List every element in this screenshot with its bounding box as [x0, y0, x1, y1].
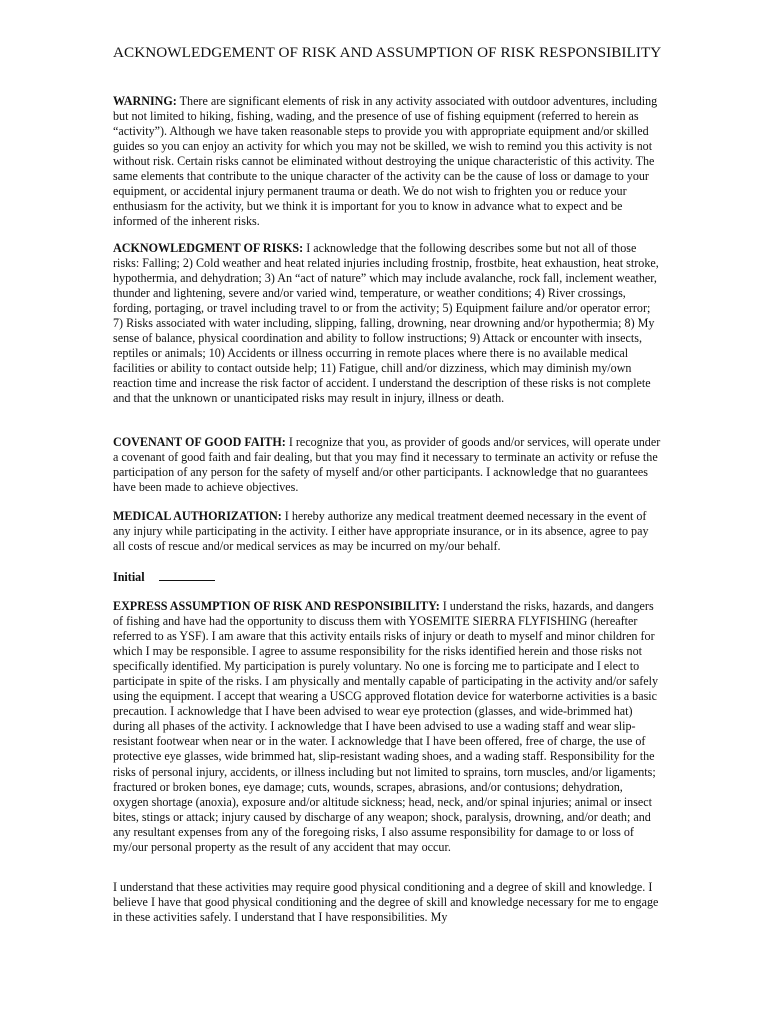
conditioning-section [113, 880, 661, 925]
initial-label: Initial [113, 570, 145, 584]
warning-section [113, 94, 661, 229]
acknowledgment-section [113, 241, 661, 407]
covenant-text: I recognize that you, as provider of goods and/or services, will operate under a covenant of good faith and fair dealing, but that you may find it necessary to terminate an activity or refuse the participation of any person for the safety of myself and/or other participants. I acknowledge that no guarantees have been made to achieve objectives. [113, 435, 661, 495]
acknowledgment-text: I acknowledge that the following describes some but not all of those risks: Falling; 2) Cold weather and heat related injuries including frostnip, frostbite, heat exhaustion, heat stroke, hypothermia, and dehydration; 3) An “act of nature” which may include avalanche, rock fall, inclement weather, thunder and lightening, severe and/or varied wind, temperature, or weather conditions; 4) River crossings, fording, portaging, or travel including travel to or from the activity; 5) Equipment failure and/or operator error; 7) Risks associated with water including, slipping, falling, drowning, near drowning and/or hypothermia; 8) My sense of balance, physical coordination and ability to follow instructions; 9) Attack or encounter with insects, reptiles or animals; 10) Accidents or illness occurring in remote places where there is no available medical facilities or ability to contact outside help; 11) Fatigue, chill and/or dizziness, which may diminish my/own reaction time and increase the risk factor of accident. I understand the description of these risks is not complete and that the unknown or unanticipated risks may result in injury, illness or death. [113, 241, 659, 406]
covenant-heading: COVENANT OF GOOD FAITH: [113, 435, 286, 449]
warning-text: There are significant elements of risk in any activity associated with outdoor adventures, including but not limited to hiking, fishing, wading, and the presence of use of fishing equipment (referred to herein as “activity”). Although we have taken reasonable steps to provide you with appropriate equipment and/or skilled guides so you can enjoy an activity for which you may not be skilled, we wish to remind you this activity is not without risk. Certain risks cannot be eliminated without destroying the unique characteristic of this activity. The same elements that contribute to the unique character of the activity can be the cause of loss or damage to your equipment, or accidental injury permanent trauma or death. We do not wish to frighten you or reduce your enthusiasm for the activity, but we think it is important for you to know in advance what to expect and be informed of the inherent risks. [113, 94, 658, 229]
acknowledgment-heading: ACKNOWLEDGMENT OF RISKS: [113, 241, 304, 255]
conditioning-text: I understand that these activities may require good physical conditioning and a degree of skill and knowledge. I believe I have that good physical conditioning and the degree of skill and knowledge necessary for me to engage in these activities safely. I understand that I have responsibilities. My [113, 880, 659, 925]
express-assumption-text: I understand the risks, hazards, and dangers of fishing and have had the opportunity to discuss them with YOSEMITE SIERRA FLYFISHING (hereafter referred to as YSF). I am aware that this activity entails risks of injury or death to myself and minor children for which I may be responsible. I agree to assume responsibility for the risks identified herein and those risks not specifically identified. My participation is purely voluntary. No one is forcing me to participate and I elect to participate in spite of the risks. I am physically and mentally capable of participating in the activity and/or safely using the equipment. I accept that wearing a USCG approved flotation device for waterborne activities is a basic precaution. I acknowledge that I have been advised to wear eye protection (glasses, and wide-brimmed hat) during all phases of the activity. I acknowledge that I have been advised to use a wading staff and wear slip-resistant footwear when near or in the water. I acknowledge that I have been offered, free of charge, the use of protective eye glasses, wide brimmed hat, slip-resistant wading shoes, and a wading staff. Responsibility for the risks of personal injury, accidents, or illness including but not limited to sprains, torn muscles, and/or ligaments; fractured or broken bones, eye damage; cuts, wounds, scrapes, abrasions, and/or contusions; dehydration, oxygen shortage (anoxia), exposure and/or altitude sickness; head, neck, and/or spinal injuries; animal or insect bites, stings or attack; injury caused by discharge of any weapon; shock, paralysis, drowning, and/or death; and any resultant expenses from any of the foregoing risks, I also assume responsibility for damage to or loss of my/our personal property as the result of any accident that may occur. [113, 599, 659, 854]
medical-section [113, 509, 661, 554]
initial-field[interactable] [159, 569, 215, 581]
warning-heading: WARNING: [113, 94, 177, 108]
express-assumption-heading: EXPRESS ASSUMPTION OF RISK AND RESPONSIBILITY: [113, 599, 440, 613]
medical-heading: MEDICAL AUTHORIZATION: [113, 509, 282, 523]
covenant-section [113, 435, 661, 495]
medical-text: I hereby authorize any medical treatment deemed necessary in the event of any injury while participating in the activity. I either have appropriate insurance, or in its absence, agree to pay all costs of rescue and/or medical services as may be incurred on my/our behalf. [113, 509, 649, 554]
initial-row [113, 569, 661, 585]
document-title: ACKNOWLEDGEMENT OF RISK AND ASSUMPTION OF RISK RESPONSIBILITY [113, 44, 662, 61]
express-assumption-section [113, 599, 661, 855]
